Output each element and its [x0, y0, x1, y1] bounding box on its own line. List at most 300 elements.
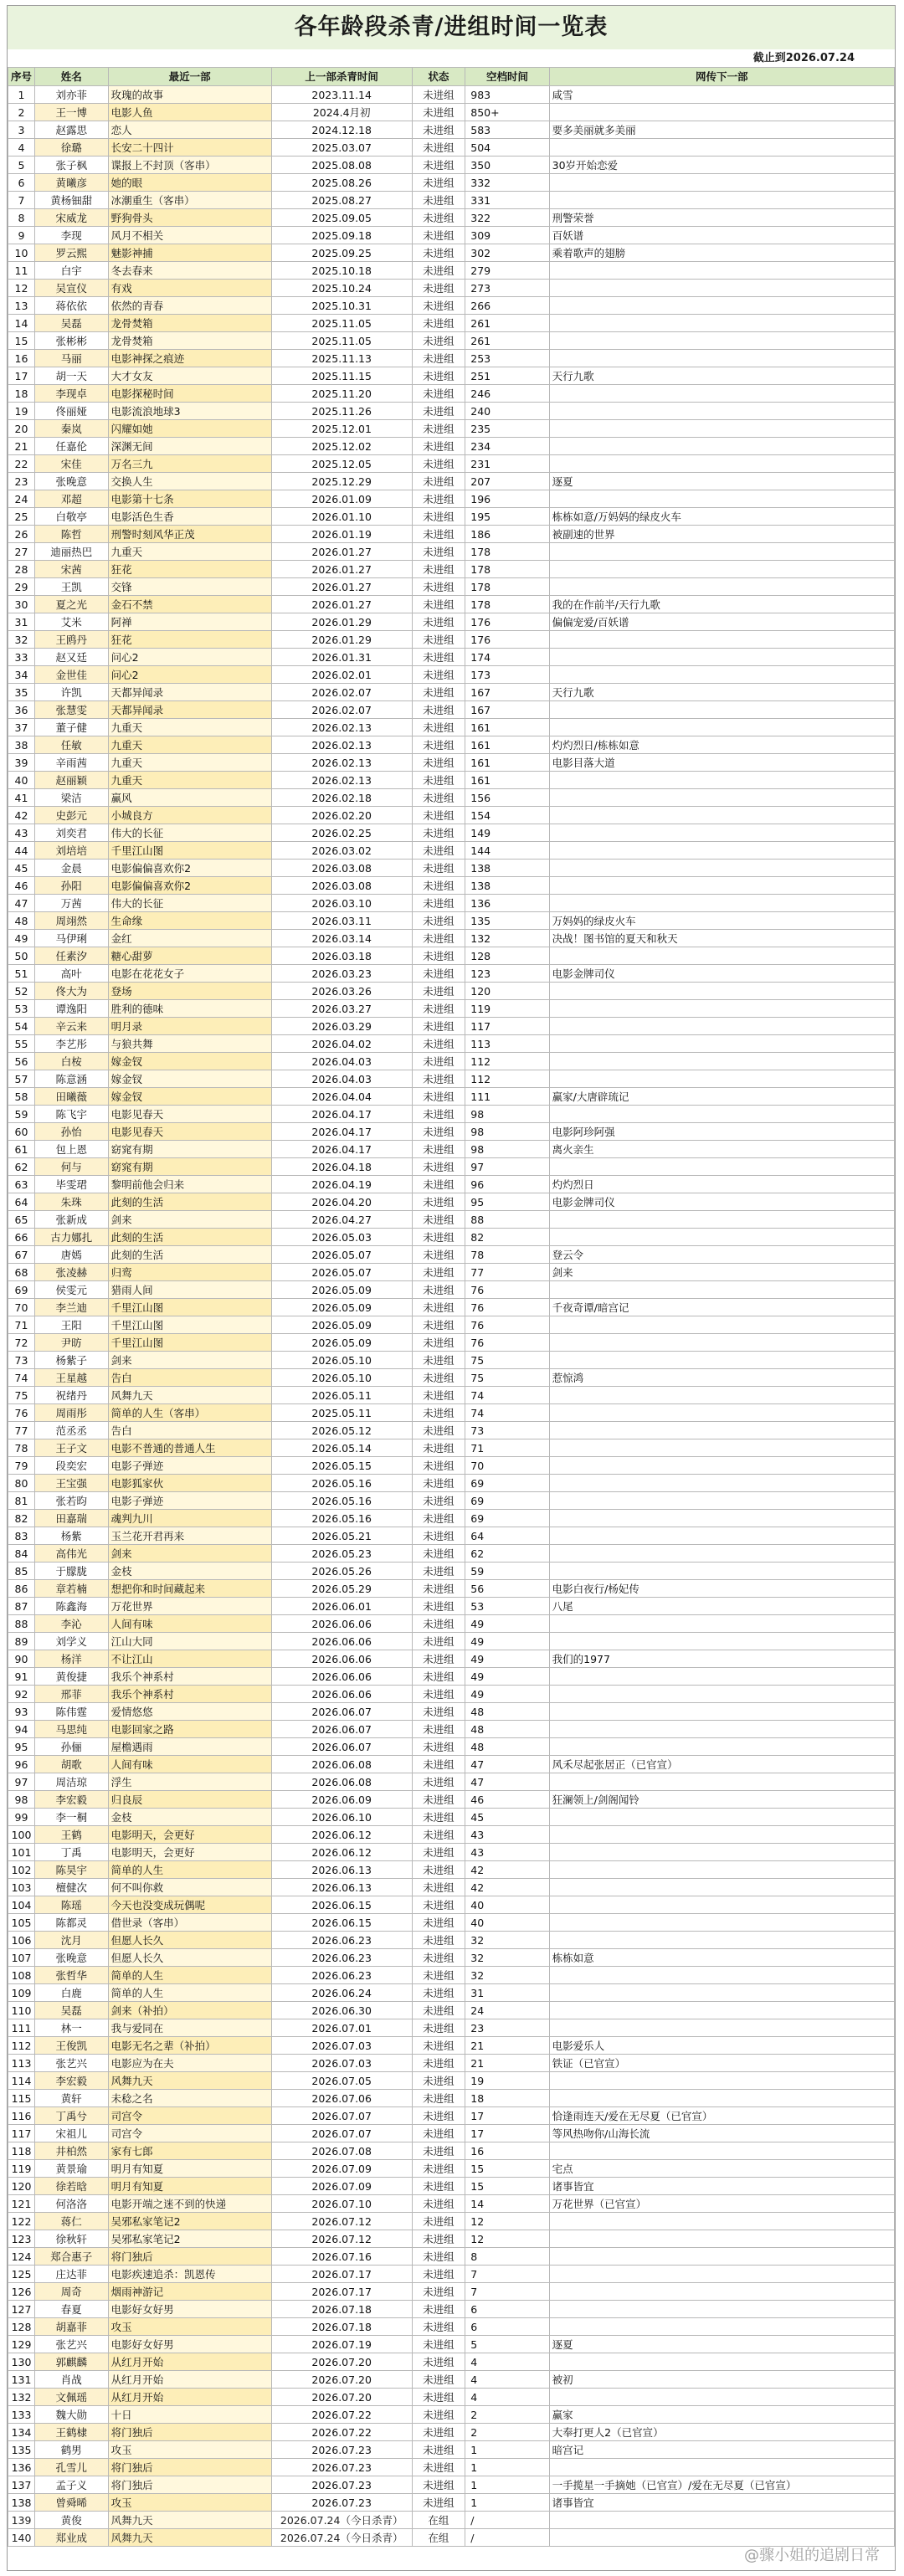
cell-name: 张若昀 [35, 1492, 109, 1510]
cell-status: 未进组 [412, 2248, 465, 2266]
cell-rumored-next [549, 1721, 894, 1738]
cell-wrap-date: 2026.05.09 [271, 1316, 412, 1334]
cell-status: 未进组 [412, 526, 465, 543]
cell-idle-days: 49 [465, 1615, 549, 1633]
cell-wrap-date: 2026.05.29 [271, 1580, 412, 1598]
cell-index: 58 [8, 1088, 35, 1106]
cell-status: 未进组 [412, 367, 465, 385]
cell-rumored-next [549, 947, 894, 965]
cell-rumored-next: 我的在作前半/天行九歌 [549, 596, 894, 613]
cell-name: 杨紫子 [35, 1352, 109, 1369]
cell-wrap-date: 2025.08.27 [271, 192, 412, 209]
cell-index: 88 [8, 1615, 35, 1633]
cell-index: 103 [8, 1879, 35, 1896]
cell-idle-days: 234 [465, 438, 549, 455]
cell-index: 97 [8, 1773, 35, 1791]
cell-wrap-date: 2026.06.07 [271, 1703, 412, 1721]
cell-index: 45 [8, 860, 35, 877]
cell-status: 未进组 [412, 455, 465, 473]
cell-name: 包上恩 [35, 1141, 109, 1158]
cell-idle-days: 176 [465, 631, 549, 649]
cell-latest-work: 生命缘 [108, 912, 271, 930]
cell-wrap-date: 2026.03.11 [271, 912, 412, 930]
cell-status: 未进组 [412, 1861, 465, 1879]
cell-latest-work: 电影应为在夫 [108, 2055, 271, 2072]
cell-index: 52 [8, 983, 35, 1000]
cell-wrap-date: 2026.05.07 [271, 1246, 412, 1264]
cell-wrap-date: 2026.06.12 [271, 1844, 412, 1861]
cell-wrap-date: 2026.03.18 [271, 947, 412, 965]
cell-rumored-next: 决战！图书馆的夏天和秋天 [549, 930, 894, 947]
cell-status: 未进组 [412, 2002, 465, 2019]
cell-wrap-date: 2026.01.27 [271, 596, 412, 613]
cell-wrap-date: 2026.03.29 [271, 1018, 412, 1035]
cell-index: 11 [8, 262, 35, 280]
cell-name: 史彭元 [35, 807, 109, 824]
cell-idle-days: 8 [465, 2248, 549, 2266]
cell-index: 8 [8, 209, 35, 227]
table-row [8, 2371, 895, 2389]
cell-status: 未进组 [412, 2072, 465, 2090]
cell-wrap-date: 2026.05.14 [271, 1439, 412, 1457]
cell-status: 未进组 [412, 631, 465, 649]
cell-status: 未进组 [412, 2160, 465, 2178]
cell-latest-work: 从红月开始 [108, 2389, 271, 2406]
cell-index: 59 [8, 1106, 35, 1123]
table-row [8, 860, 895, 877]
cell-name: 迪丽热巴 [35, 543, 109, 561]
cell-name: 秦岚 [35, 420, 109, 438]
cell-idle-days: 95 [465, 1193, 549, 1211]
cell-latest-work: 风月不相关 [108, 227, 271, 244]
cell-rumored-next [549, 350, 894, 367]
header-name: 姓名 [35, 68, 109, 86]
cell-status: 未进组 [412, 1721, 465, 1738]
table-row [8, 1193, 895, 1211]
cutoff-bar [8, 49, 895, 68]
cell-latest-work: 从红月开始 [108, 2371, 271, 2389]
cell-wrap-date: 2026.05.07 [271, 1264, 412, 1281]
cell-idle-days: 40 [465, 1914, 549, 1932]
table-row [8, 1457, 895, 1475]
cell-status: 未进组 [412, 1826, 465, 1844]
cell-index: 79 [8, 1457, 35, 1475]
table-row [8, 1492, 895, 1510]
cell-status: 未进组 [412, 1000, 465, 1018]
cell-wrap-date: 2025.12.29 [271, 473, 412, 490]
table-row [8, 526, 895, 543]
cell-name: 王一博 [35, 104, 109, 121]
cell-wrap-date: 2026.05.10 [271, 1352, 412, 1369]
cell-status: 未进组 [412, 1844, 465, 1861]
cell-idle-days: 98 [465, 1123, 549, 1141]
table-row [8, 754, 895, 772]
cell-name: 王星越 [35, 1369, 109, 1387]
cell-idle-days: 149 [465, 824, 549, 842]
cell-latest-work: 电影狐家伙 [108, 1475, 271, 1492]
cell-index: 40 [8, 772, 35, 789]
cell-rumored-next [549, 262, 894, 280]
cell-idle-days: 178 [465, 578, 549, 596]
cell-wrap-date: 2026.06.15 [271, 1914, 412, 1932]
cell-name: 张哲华 [35, 1967, 109, 1984]
table-row [8, 420, 895, 438]
table-row [8, 1809, 895, 1826]
cell-status: 未进组 [412, 2318, 465, 2336]
cell-status: 未进组 [412, 403, 465, 420]
cell-rumored-next: 天行九歌 [549, 367, 894, 385]
cell-latest-work: 十日 [108, 2406, 271, 2424]
cell-status: 未进组 [412, 1053, 465, 1070]
cell-idle-days: 240 [465, 403, 549, 420]
cell-rumored-next: 栋栋如意/万妈妈的绿皮火车 [549, 508, 894, 526]
cell-index: 125 [8, 2266, 35, 2283]
table-row [8, 2142, 895, 2160]
table-row [8, 965, 895, 983]
cell-rumored-next [549, 1738, 894, 1756]
cell-latest-work: 长安二十四计 [108, 139, 271, 157]
cell-name: 艾米 [35, 613, 109, 631]
cell-wrap-date: 2026.01.29 [271, 613, 412, 631]
cell-name: 吴磊 [35, 2002, 109, 2019]
cell-rumored-next: 登云令 [549, 1246, 894, 1264]
cell-rumored-next: 万妈妈的绿皮火车 [549, 912, 894, 930]
table-row [8, 2090, 895, 2107]
cell-name: 佟丽娅 [35, 403, 109, 420]
cell-name: 黄俊捷 [35, 1668, 109, 1686]
cell-index: 78 [8, 1439, 35, 1457]
cell-name: 吴磊 [35, 315, 109, 332]
cell-index: 100 [8, 1826, 35, 1844]
cell-rumored-next [549, 1404, 894, 1422]
cell-latest-work: 小城良方 [108, 807, 271, 824]
cell-idle-days: 15 [465, 2178, 549, 2195]
cell-latest-work: 九重天 [108, 719, 271, 736]
table-row [8, 983, 895, 1000]
cell-index: 99 [8, 1809, 35, 1826]
cell-name: 周翊然 [35, 912, 109, 930]
cell-idle-days: 15 [465, 2160, 549, 2178]
cell-name: 孔雪儿 [35, 2459, 109, 2476]
cell-status: 未进组 [412, 1035, 465, 1053]
table-row [8, 1246, 895, 1264]
cell-idle-days: 75 [465, 1352, 549, 1369]
cell-rumored-next [549, 2213, 894, 2230]
cell-rumored-next: 离火亲生 [549, 1141, 894, 1158]
cell-rumored-next [549, 719, 894, 736]
cell-name: 李宏毅 [35, 1791, 109, 1809]
cell-index: 30 [8, 596, 35, 613]
cell-rumored-next [549, 2266, 894, 2283]
table-row [8, 1598, 895, 1615]
header-row [8, 68, 895, 86]
cell-idle-days: 56 [465, 1580, 549, 1598]
table-row [8, 1158, 895, 1176]
cell-rumored-next [549, 2459, 894, 2476]
cell-rumored-next [549, 1984, 894, 2002]
cell-rumored-next [549, 1615, 894, 1633]
cell-status: 未进组 [412, 280, 465, 297]
cell-latest-work: 千里江山图 [108, 1299, 271, 1316]
cell-index: 32 [8, 631, 35, 649]
cell-index: 9 [8, 227, 35, 244]
cell-index: 2 [8, 104, 35, 121]
cell-rumored-next [549, 2019, 894, 2037]
cell-status: 未进组 [412, 983, 465, 1000]
cell-idle-days: 49 [465, 1686, 549, 1703]
cell-name: 任敏 [35, 736, 109, 754]
cell-latest-work: 玉兰花开君再来 [108, 1527, 271, 1545]
cell-rumored-next [549, 1633, 894, 1650]
cell-name: 马伊琍 [35, 930, 109, 947]
cell-index: 54 [8, 1018, 35, 1035]
cell-idle-days: 73 [465, 1422, 549, 1439]
table-row [8, 367, 895, 385]
cell-wrap-date: 2026.04.27 [271, 1211, 412, 1229]
cell-wrap-date: 2026.05.21 [271, 1527, 412, 1545]
table-row [8, 789, 895, 807]
cell-rumored-next [549, 807, 894, 824]
cell-idle-days: 132 [465, 930, 549, 947]
cell-rumored-next [549, 1035, 894, 1053]
cell-idle-days: 7 [465, 2266, 549, 2283]
table-row [8, 262, 895, 280]
cell-latest-work: 电影明天，会更好 [108, 1844, 271, 1861]
table-row [8, 1123, 895, 1141]
cell-rumored-next [549, 1334, 894, 1352]
cell-rumored-next [549, 1281, 894, 1299]
cell-latest-work: 她的眼 [108, 174, 271, 192]
cell-status: 未进组 [412, 930, 465, 947]
table-row [8, 613, 895, 631]
cell-status: 未进组 [412, 1088, 465, 1106]
cell-latest-work: 剑来 [108, 1545, 271, 1563]
cell-latest-work: 电影偏偏喜欢你2 [108, 860, 271, 877]
cell-wrap-date: 2026.06.06 [271, 1650, 412, 1668]
cell-rumored-next [549, 2230, 894, 2248]
cell-status: 未进组 [412, 1703, 465, 1721]
cell-wrap-date: 2026.03.10 [271, 895, 412, 912]
cell-latest-work: 告白 [108, 1422, 271, 1439]
table-row [8, 719, 895, 736]
cell-index: 1 [8, 86, 35, 104]
cell-latest-work: 窈窕有期 [108, 1158, 271, 1176]
cell-status: 未进组 [412, 1176, 465, 1193]
table-row [8, 1334, 895, 1352]
cell-wrap-date: 2026.06.06 [271, 1668, 412, 1686]
cell-name: 井柏然 [35, 2142, 109, 2160]
cell-name: 邢菲 [35, 1686, 109, 1703]
cell-latest-work: 九重天 [108, 772, 271, 789]
cell-name: 唐嫣 [35, 1246, 109, 1264]
cell-index: 12 [8, 280, 35, 297]
cell-latest-work: 剑来（补拍） [108, 2002, 271, 2019]
table-row [8, 2002, 895, 2019]
cell-latest-work: 简单的人生 [108, 1967, 271, 1984]
cell-name: 侯雯元 [35, 1281, 109, 1299]
cell-status: 未进组 [412, 1563, 465, 1580]
cell-index: 135 [8, 2441, 35, 2459]
cell-rumored-next [549, 666, 894, 684]
cell-latest-work: 电影子弹迹 [108, 1492, 271, 1510]
cell-status: 未进组 [412, 684, 465, 701]
cell-index: 114 [8, 2072, 35, 2090]
cell-latest-work: 嫁金钗 [108, 1053, 271, 1070]
cell-latest-work: 冰潮重生（客串） [108, 192, 271, 209]
cell-index: 14 [8, 315, 35, 332]
cell-rumored-next: 恰逢雨连天/爱在无尽夏（已官宣） [549, 2107, 894, 2125]
cell-rumored-next [549, 1527, 894, 1545]
cell-wrap-date: 2026.02.13 [271, 772, 412, 789]
cell-latest-work: 电影明天，会更好 [108, 1826, 271, 1844]
cell-status: 未进组 [412, 2301, 465, 2318]
cell-idle-days: 59 [465, 1563, 549, 1580]
cell-wrap-date: 2026.02.20 [271, 807, 412, 824]
cell-idle-days: 111 [465, 1088, 549, 1106]
cell-latest-work: 吴邪私家笔记2 [108, 2230, 271, 2248]
cell-index: 132 [8, 2389, 35, 2406]
cell-name: 辛雨茜 [35, 754, 109, 772]
page-title: 各年龄段杀青/进组时间一览表 [294, 14, 609, 40]
cell-name: 丁禹兮 [35, 2107, 109, 2125]
cell-latest-work: 电影活色生香 [108, 508, 271, 526]
cell-idle-days: 161 [465, 719, 549, 736]
cell-name: 郑业成 [35, 2529, 109, 2547]
cell-wrap-date: 2026.06.01 [271, 1598, 412, 1615]
cell-name: 刘培培 [35, 842, 109, 860]
cell-name: 郑合惠子 [35, 2248, 109, 2266]
table-row [8, 1545, 895, 1563]
cell-status: 未进组 [412, 1211, 465, 1229]
cell-idle-days: 2 [465, 2424, 549, 2441]
cell-index: 43 [8, 824, 35, 842]
cell-index: 56 [8, 1053, 35, 1070]
cell-name: 陈意涵 [35, 1070, 109, 1088]
cell-idle-days: 273 [465, 280, 549, 297]
cell-rumored-next [549, 578, 894, 596]
cell-idle-days: 176 [465, 613, 549, 631]
cell-status: 未进组 [412, 1299, 465, 1316]
cell-status: 未进组 [412, 1281, 465, 1299]
cell-latest-work: 今天也没变成玩偶呢 [108, 1896, 271, 1914]
cell-latest-work: 攻玉 [108, 2494, 271, 2512]
cell-index: 89 [8, 1633, 35, 1650]
table-row [8, 912, 895, 930]
cell-wrap-date: 2026.01.19 [271, 526, 412, 543]
cell-idle-days: 119 [465, 1000, 549, 1018]
table-row [8, 350, 895, 367]
table-row [8, 1088, 895, 1106]
cell-name: 谭逸阳 [35, 1000, 109, 1018]
cell-idle-days: 251 [465, 367, 549, 385]
cell-idle-days: 136 [465, 895, 549, 912]
cell-index: 129 [8, 2336, 35, 2353]
cell-status: 未进组 [412, 1492, 465, 1510]
table-row [8, 1281, 895, 1299]
cell-wrap-date: 2026.07.03 [271, 2037, 412, 2055]
cell-status: 未进组 [412, 1668, 465, 1686]
cell-latest-work: 不让江山 [108, 1650, 271, 1668]
cell-rumored-next [549, 983, 894, 1000]
cell-status: 未进组 [412, 139, 465, 157]
table-row [8, 2248, 895, 2266]
cell-idle-days: 178 [465, 561, 549, 578]
cell-wrap-date: 2025.11.05 [271, 332, 412, 350]
cell-idle-days: 49 [465, 1633, 549, 1650]
cell-wrap-date: 2026.07.03 [271, 2055, 412, 2072]
cell-idle-days: 246 [465, 385, 549, 403]
cell-rumored-next: 一手揽星一手摘她（已官宣）/爱在无尽夏（已官宣） [549, 2476, 894, 2494]
cell-latest-work: 狂花 [108, 631, 271, 649]
table-row [8, 1686, 895, 1703]
cell-index: 26 [8, 526, 35, 543]
table-row [8, 877, 895, 895]
cell-index: 24 [8, 490, 35, 508]
cell-rumored-next [549, 2353, 894, 2371]
table-row [8, 2353, 895, 2371]
cell-index: 70 [8, 1299, 35, 1316]
cell-idle-days: 138 [465, 877, 549, 895]
cell-status: 未进组 [412, 1369, 465, 1387]
cell-name: 白鹿 [35, 1984, 109, 2002]
cell-wrap-date: 2026.06.13 [271, 1879, 412, 1896]
cell-index: 138 [8, 2494, 35, 2512]
cell-status: 未进组 [412, 1914, 465, 1932]
cell-name: 李兰迪 [35, 1299, 109, 1316]
cell-rumored-next [549, 2301, 894, 2318]
cell-name: 毕雯珺 [35, 1176, 109, 1193]
cell-status: 未进组 [412, 86, 465, 104]
cell-wrap-date: 2026.07.23 [271, 2459, 412, 2476]
cell-status: 未进组 [412, 789, 465, 807]
cell-status: 未进组 [412, 543, 465, 561]
cell-name: 任嘉伦 [35, 438, 109, 455]
cell-status: 未进组 [412, 2441, 465, 2459]
cell-index: 39 [8, 754, 35, 772]
cell-wrap-date: 2026.07.16 [271, 2248, 412, 2266]
cell-idle-days: 167 [465, 684, 549, 701]
cell-status: 未进组 [412, 209, 465, 227]
cell-wrap-date: 2026.07.09 [271, 2178, 412, 2195]
table-row [8, 2178, 895, 2195]
cell-rumored-next [549, 2142, 894, 2160]
cell-wrap-date: 2025.11.15 [271, 367, 412, 385]
table-row [8, 666, 895, 684]
cell-name: 李现卓 [35, 385, 109, 403]
cell-status: 未进组 [412, 1229, 465, 1246]
cell-rumored-next [549, 1563, 894, 1580]
cell-status: 未进组 [412, 895, 465, 912]
cell-idle-days: 195 [465, 508, 549, 526]
cell-idle-days: 128 [465, 947, 549, 965]
cell-wrap-date: 2026.05.12 [271, 1422, 412, 1439]
cell-rumored-next [549, 2318, 894, 2336]
cell-latest-work: 但愿人长久 [108, 1932, 271, 1949]
cell-wrap-date: 2026.06.23 [271, 1949, 412, 1967]
cell-name: 孙俪 [35, 1738, 109, 1756]
cell-name: 王鹤 [35, 1826, 109, 1844]
cell-idle-days: 583 [465, 121, 549, 139]
cell-idle-days: 49 [465, 1668, 549, 1686]
table-row [8, 1264, 895, 1281]
cell-rumored-next [549, 543, 894, 561]
cell-rumored-next: 剑来 [549, 1264, 894, 1281]
cell-status: 未进组 [412, 1457, 465, 1475]
cell-name: 于朦胧 [35, 1563, 109, 1580]
cell-idle-days: 350 [465, 157, 549, 174]
cell-index: 38 [8, 736, 35, 754]
cell-latest-work: 万名三九 [108, 455, 271, 473]
